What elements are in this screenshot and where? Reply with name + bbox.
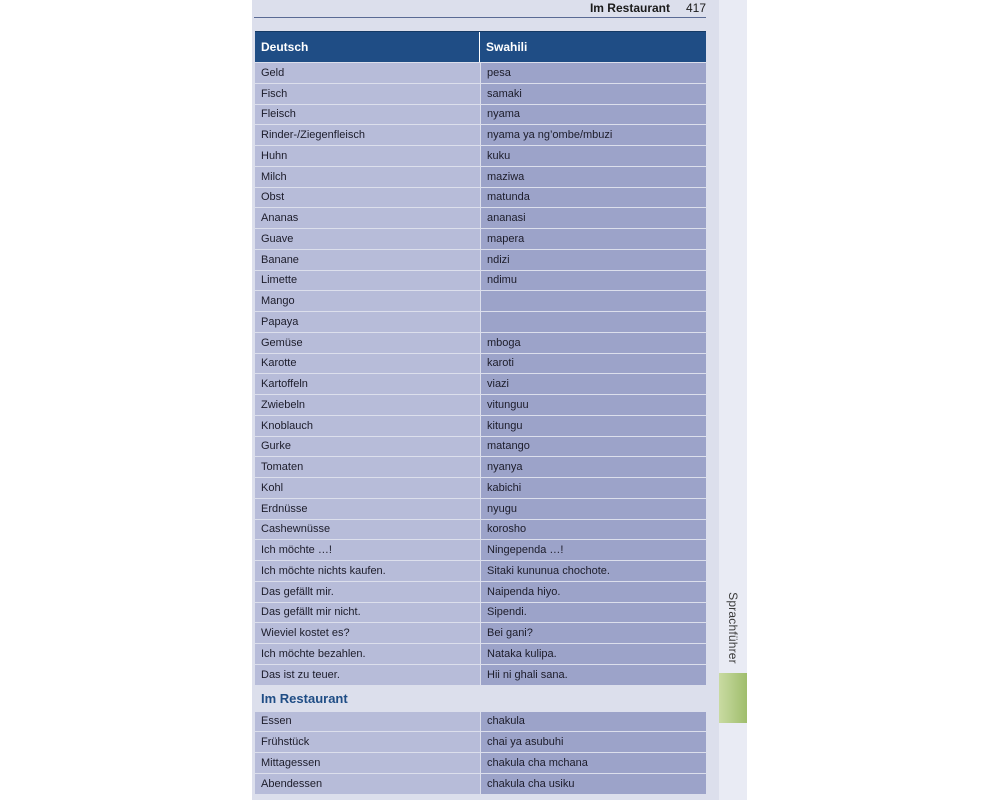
table-row (255, 457, 706, 477)
cell-swahili: Nataka kulipa. (481, 644, 706, 664)
cell-swahili: Bei gani? (481, 623, 706, 643)
table-row (255, 208, 706, 228)
table-row (255, 478, 706, 498)
cell-swahili: kabichi (481, 478, 706, 498)
table-row (255, 437, 706, 457)
cell-deutsch: Das gefällt mir. (255, 582, 480, 602)
cell-swahili: maziwa (481, 167, 706, 187)
cell-swahili: mapera (481, 229, 706, 249)
table-row (255, 125, 706, 145)
cell-deutsch: Mango (255, 291, 480, 311)
table-row (255, 395, 706, 415)
cell-deutsch: Ich möchte bezahlen. (255, 644, 480, 664)
cell-deutsch: Kartoffeln (255, 374, 480, 394)
cell-swahili: mboga (481, 333, 706, 353)
cell-deutsch: Abendessen (255, 774, 480, 794)
cell-deutsch: Das gefällt mir nicht. (255, 603, 480, 623)
thumb-tab-marker (719, 673, 747, 723)
cell-swahili: ananasi (481, 208, 706, 228)
cell-swahili: kitungu (481, 416, 706, 436)
cell-swahili: chakula cha mchana (481, 753, 706, 773)
cell-swahili: nyugu (481, 499, 706, 519)
table-row (255, 540, 706, 560)
cell-swahili: viazi (481, 374, 706, 394)
running-header (254, 0, 706, 18)
cell-deutsch: Essen (255, 712, 480, 732)
table-row (255, 416, 706, 436)
table-header (255, 31, 706, 62)
cell-swahili: pesa (481, 63, 706, 83)
table-row (255, 582, 706, 602)
cell-deutsch: Das ist zu teuer. (255, 665, 480, 685)
column-header-deutsch: Deutsch (255, 32, 480, 62)
cell-deutsch: Guave (255, 229, 480, 249)
cell-swahili: matunda (481, 188, 706, 208)
cell-swahili: Sitaki kununua chochote. (481, 561, 706, 581)
table-row (255, 499, 706, 519)
cell-deutsch: Gurke (255, 437, 480, 457)
cell-deutsch: Zwiebeln (255, 395, 480, 415)
cell-swahili: chai ya asubuhi (481, 732, 706, 752)
cell-swahili: samaki (481, 84, 706, 104)
cell-deutsch: Obst (255, 188, 480, 208)
table-row (255, 665, 706, 685)
table-row (255, 712, 706, 732)
table-row (255, 354, 706, 374)
cell-swahili: ndimu (481, 271, 706, 291)
table-row (255, 229, 706, 249)
table-row (255, 753, 706, 773)
table-row (255, 774, 706, 794)
table-row (255, 623, 706, 643)
table-row (255, 732, 706, 752)
cell-deutsch: Geld (255, 63, 480, 83)
cell-deutsch: Ich möchte …! (255, 540, 480, 560)
table-row (255, 167, 706, 187)
header-section-title: Im Restaurant (589, 1, 670, 15)
cell-deutsch: Huhn (255, 146, 480, 166)
cell-swahili: chakula (481, 712, 706, 732)
cell-deutsch: Limette (255, 271, 480, 291)
table-row (255, 561, 706, 581)
cell-swahili: Sipendi. (481, 603, 706, 623)
cell-deutsch: Papaya (255, 312, 480, 332)
cell-swahili (481, 291, 706, 311)
table-row (255, 146, 706, 166)
cell-deutsch: Erdnüsse (255, 499, 480, 519)
table-row (255, 333, 706, 353)
table-row (255, 250, 706, 270)
table-row (255, 63, 706, 83)
cell-deutsch: Karotte (255, 354, 480, 374)
cell-deutsch: Fisch (255, 84, 480, 104)
cell-deutsch: Kohl (255, 478, 480, 498)
table-row (255, 271, 706, 291)
cell-swahili: kuku (481, 146, 706, 166)
table-body-restaurant (255, 712, 706, 794)
table-body (255, 63, 706, 685)
cell-swahili: matango (481, 437, 706, 457)
cell-deutsch: Tomaten (255, 457, 480, 477)
cell-swahili: Ningependa …! (481, 540, 706, 560)
cell-swahili (481, 312, 706, 332)
table-row (255, 291, 706, 311)
cell-swahili: ndizi (481, 250, 706, 270)
cell-deutsch: Wieviel kostet es? (255, 623, 480, 643)
cell-deutsch: Rinder-/Ziegenfleisch (255, 125, 480, 145)
cell-swahili: Hii ni ghali sana. (481, 665, 706, 685)
cell-swahili: nyama ya ng’ombe/mbuzi (481, 125, 706, 145)
cell-deutsch: Ananas (255, 208, 480, 228)
cell-deutsch: Milch (255, 167, 480, 187)
table-row (255, 188, 706, 208)
table-row (255, 312, 706, 332)
table-row (255, 644, 706, 664)
table-row (255, 105, 706, 125)
cell-swahili: nyanya (481, 457, 706, 477)
page-number: 417 (685, 1, 706, 15)
cell-swahili: chakula cha usiku (481, 774, 706, 794)
cell-deutsch: Ich möchte nichts kaufen. (255, 561, 480, 581)
cell-deutsch: Gemüse (255, 333, 480, 353)
side-tab-label: Sprachführer (726, 592, 740, 664)
column-header-swahili: Swahili (486, 40, 528, 54)
cell-deutsch: Mittagessen (255, 753, 480, 773)
table-row (255, 84, 706, 104)
cell-deutsch: Fleisch (255, 105, 480, 125)
phrase-table (255, 31, 706, 794)
table-row (255, 374, 706, 394)
cell-deutsch: Knoblauch (255, 416, 480, 436)
section-heading: Im Restaurant (261, 691, 348, 706)
cell-deutsch: Frühstück (255, 732, 480, 752)
cell-swahili: nyama (481, 105, 706, 125)
table-row (255, 603, 706, 623)
cell-swahili: karoti (481, 354, 706, 374)
cell-deutsch: Cashewnüsse (255, 520, 480, 540)
cell-swahili: korosho (481, 520, 706, 540)
cell-deutsch: Banane (255, 250, 480, 270)
cell-swahili: Naipenda hiyo. (481, 582, 706, 602)
table-row (255, 520, 706, 540)
cell-swahili: vitunguu (481, 395, 706, 415)
